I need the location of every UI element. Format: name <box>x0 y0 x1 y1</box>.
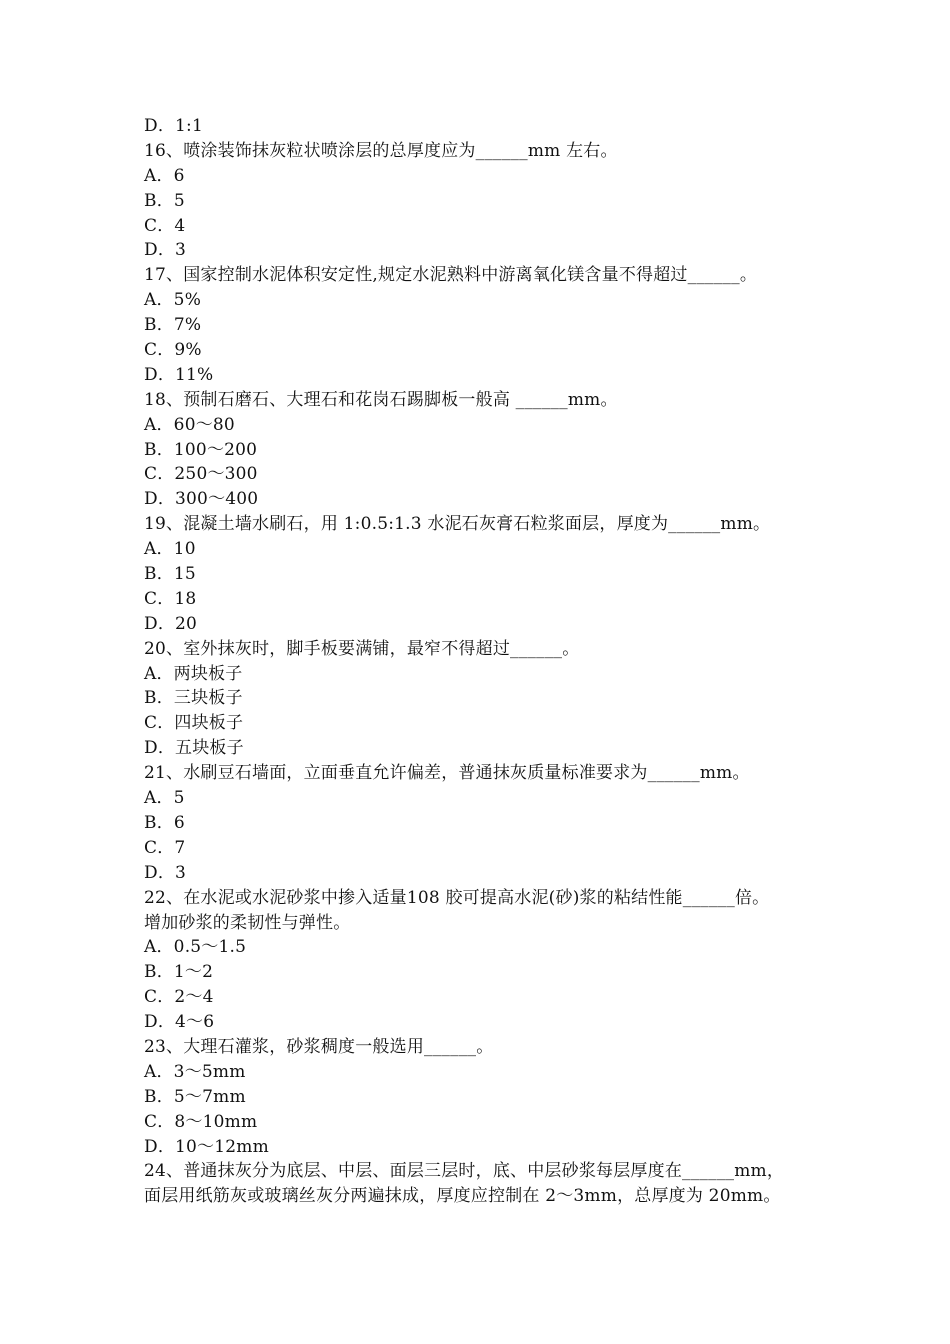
option-c-q19: C．18 <box>144 588 197 609</box>
option-d-q23: D．10～12mm <box>144 1136 269 1157</box>
question-17: 17、国家控制水泥体积安定性,规定水泥熟料中游离氧化镁含量不得超过______。 <box>144 265 758 286</box>
option-c-q22: C．2～4 <box>144 987 214 1008</box>
question-23: 23、大理石灌浆，砂浆稠度一般选用______。 <box>144 1036 494 1057</box>
option-d-q20: D．五块板子 <box>144 738 244 759</box>
option-d-q18: D．300～400 <box>144 489 259 510</box>
option-a-q16: A．6 <box>144 165 185 186</box>
question-20: 20、室外抹灰时，脚手板要满铺，最窄不得超过______。 <box>144 638 580 659</box>
option-b-q18: B．100～200 <box>144 439 258 460</box>
question-24: 24、普通抹灰分为底层、中层、面层三层时，底、中层砂浆每层厚度在______mm， <box>144 1161 785 1182</box>
option-c-q17: C．9% <box>144 340 202 361</box>
option-a-q17: A．5% <box>144 290 202 311</box>
option-c-q23: C．8～10mm <box>144 1111 258 1132</box>
option-a-q18: A．60～80 <box>144 414 235 435</box>
option-a-q23: A．3～5mm <box>144 1061 246 1082</box>
option-b-q20: B．三块板子 <box>144 688 243 709</box>
option-b-q22: B．1～2 <box>144 962 214 983</box>
option-b-q19: B．15 <box>144 564 196 585</box>
option-d-q21: D．3 <box>144 862 187 883</box>
option-d-q15: D．1:1 <box>144 116 203 136</box>
question-22-continued: 增加砂浆的柔韧性与弹性。 <box>144 912 351 933</box>
option-d-q17: D．11% <box>144 364 214 385</box>
option-b-q16: B．5 <box>144 190 185 211</box>
option-a-q22: A．0.5～1.5 <box>144 937 247 958</box>
option-d-q19: D．20 <box>144 613 198 634</box>
option-b-q17: B．7% <box>144 315 202 336</box>
question-24-continued: 面层用纸筋灰或玻璃丝灰分两遍抹成，厚度应控制在 2～3mm，总厚度为 20mm。 <box>144 1186 781 1207</box>
question-16: 16、喷涂装饰抹灰粒状喷涂层的总厚度应为______mm 左右。 <box>144 140 618 161</box>
option-d-q22: D．4～6 <box>144 1012 215 1033</box>
option-a-q19: A．10 <box>144 539 196 560</box>
question-22: 22、在水泥或水泥砂浆中掺入适量108 胶可提高水泥(砂)浆的粘结性能______倍。 <box>144 887 770 908</box>
option-a-q20: A．两块板子 <box>144 663 243 684</box>
option-c-q18: C．250～300 <box>144 464 258 485</box>
option-c-q16: C．4 <box>144 215 186 236</box>
question-21: 21、水刷豆石墙面，立面垂直允许偏差，普通抹灰质量标准要求为______mm。 <box>144 763 750 784</box>
option-c-q20: C．四块板子 <box>144 713 244 734</box>
option-d-q16: D．3 <box>144 240 187 261</box>
option-a-q21: A．5 <box>144 788 185 809</box>
option-b-q21: B．6 <box>144 812 185 833</box>
document-page <box>144 114 824 1209</box>
question-18: 18、预制石磨石、大理石和花岗石踢脚板一般高 ______mm。 <box>144 389 618 410</box>
option-b-q23: B．5～7mm <box>144 1086 246 1107</box>
question-19: 19、混凝土墙水刷石，用 1:0.5:1.3 水泥石灰膏石粒浆面层，厚度为______mm。 <box>144 514 771 535</box>
option-c-q21: C．7 <box>144 837 186 858</box>
